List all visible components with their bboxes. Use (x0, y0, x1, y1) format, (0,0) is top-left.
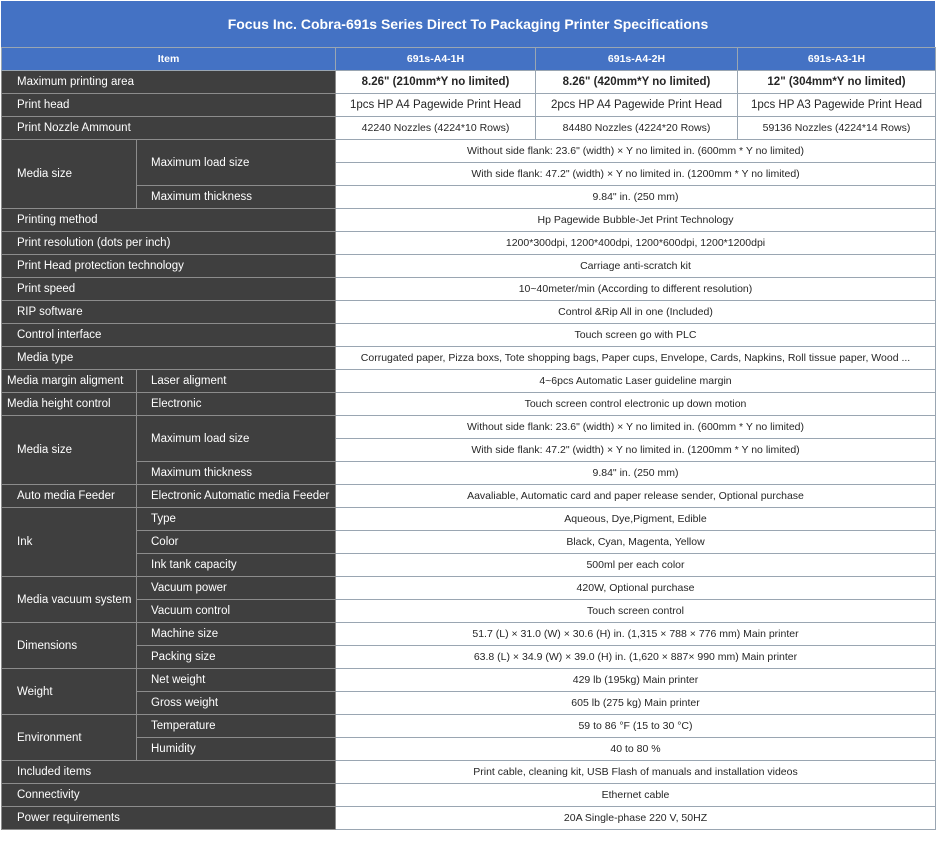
cell-value: 9.84" in. (250 mm) (336, 186, 936, 209)
row-label: Weight (2, 669, 137, 715)
cell-value: Touch screen go with PLC (336, 324, 936, 347)
sub-label: Vacuum control (137, 600, 336, 623)
table-row (2, 416, 936, 439)
sub-label: Temperature (137, 715, 336, 738)
cell-value: 42240 Nozzles (4224*10 Rows) (336, 117, 536, 140)
table-row (2, 784, 936, 807)
cell-value: 1pcs HP A4 Pagewide Print Head (336, 94, 536, 117)
row-label: Included items (2, 761, 336, 784)
cell-value: Without side flank: 23.6" (width) × Y no limited in. (600mm * Y no limited) (336, 140, 936, 163)
cell-value: 20A Single-phase 220 V, 50HZ (336, 807, 936, 830)
sub-label: Type (137, 508, 336, 531)
row-label: Print head (2, 94, 336, 117)
table-row (2, 761, 936, 784)
cell-value: 1200*300dpi, 1200*400dpi, 1200*600dpi, 1200*1200dpi (336, 232, 936, 255)
sub-label: Ink tank capacity (137, 554, 336, 577)
table-row (2, 209, 936, 232)
row-label: Media vacuum system (2, 577, 137, 623)
cell-value: 1pcs HP A3 Pagewide Print Head (738, 94, 936, 117)
cell-value: Without side flank: 23.6" (width) × Y no limited in. (600mm * Y no limited) (336, 416, 936, 439)
row-label: Print speed (2, 278, 336, 301)
sub-label: Maximum thickness (137, 186, 336, 209)
table-row (2, 623, 936, 646)
cell-value: Aavaliable, Automatic card and paper release sender, Optional purchase (336, 485, 936, 508)
row-label: Power requirements (2, 807, 336, 830)
table-row (2, 669, 936, 692)
cell-value: With side flank: 47.2" (width) × Y no limited in. (1200mm * Y no limited) (336, 163, 936, 186)
table-row (2, 508, 936, 531)
sub-label: Maximum load size (137, 140, 336, 186)
cell-value: 63.8 (L) × 34.9 (W) × 39.0 (H) in. (1,620 × 887× 990 mm) Main printer (336, 646, 936, 669)
cell-value: Corrugated paper, Pizza boxs, Tote shopping bags, Paper cups, Envelope, Cards, Napkins, Roll tissue paper, Wood ... (336, 347, 936, 370)
spec-table (1, 47, 936, 830)
page-title: Focus Inc. Cobra-691s Series Direct To Packaging Printer Specifications (1, 1, 935, 48)
header-model-3: 691s-A3-1H (738, 48, 936, 71)
table-row (2, 232, 936, 255)
row-label: Printing method (2, 209, 336, 232)
cell-value: Print cable, cleaning kit, USB Flash of manuals and installation videos (336, 761, 936, 784)
cell-value: 59 to 86 °F (15 to 30 °C) (336, 715, 936, 738)
header-row (2, 48, 936, 71)
table-row (2, 715, 936, 738)
table-row (2, 462, 936, 485)
cell-value: 2pcs HP A4 Pagewide Print Head (536, 94, 738, 117)
table-row (2, 278, 936, 301)
cell-value: Aqueous, Dye,Pigment, Edible (336, 508, 936, 531)
cell-value: 51.7 (L) × 31.0 (W) × 30.6 (H) in. (1,315 × 788 × 776 mm) Main printer (336, 623, 936, 646)
cell-value: Carriage anti-scratch kit (336, 255, 936, 278)
table-row (2, 692, 936, 715)
cell-value: With side flank: 47.2" (width) × Y no limited in. (1200mm * Y no limited) (336, 439, 936, 462)
header-item: Item (2, 48, 336, 71)
row-label: Media size (2, 416, 137, 485)
sub-label: Laser aligment (137, 370, 336, 393)
cell-value: 605 lb (275 kg) Main printer (336, 692, 936, 715)
sub-label: Gross weight (137, 692, 336, 715)
cell-value: Control &Rip All in one (Included) (336, 301, 936, 324)
row-label: Control interface (2, 324, 336, 347)
table-row (2, 370, 936, 393)
table-row (2, 71, 936, 94)
row-label: Print Nozzle Ammount (2, 117, 336, 140)
row-label: Media height control (2, 393, 137, 416)
cell-value: 429 lb (195kg) Main printer (336, 669, 936, 692)
table-row (2, 347, 936, 370)
cell-value: 12" (304mm*Y no limited) (738, 71, 936, 94)
cell-value: 500ml per each color (336, 554, 936, 577)
sub-label: Vacuum power (137, 577, 336, 600)
table-row (2, 140, 936, 163)
cell-value: Black, Cyan, Magenta, Yellow (336, 531, 936, 554)
table-row (2, 577, 936, 600)
table-row (2, 600, 936, 623)
row-label: Connectivity (2, 784, 336, 807)
cell-value: Hp Pagewide Bubble-Jet Print Technology (336, 209, 936, 232)
sub-label: Machine size (137, 623, 336, 646)
row-label: Auto media Feeder (2, 485, 137, 508)
row-label: Environment (2, 715, 137, 761)
sub-label: Color (137, 531, 336, 554)
cell-value: 9.84" in. (250 mm) (336, 462, 936, 485)
table-row (2, 324, 936, 347)
table-row (2, 255, 936, 278)
table-row (2, 186, 936, 209)
cell-value: 8.26" (210mm*Y no limited) (336, 71, 536, 94)
header-model-2: 691s-A4-2H (536, 48, 738, 71)
table-row (2, 301, 936, 324)
table-row (2, 117, 936, 140)
sub-label: Electronic (137, 393, 336, 416)
cell-value: 10~40meter/min (According to different resolution) (336, 278, 936, 301)
cell-value: 84480 Nozzles (4224*20 Rows) (536, 117, 738, 140)
table-row (2, 485, 936, 508)
sub-label: Humidity (137, 738, 336, 761)
row-label: RIP software (2, 301, 336, 324)
cell-value: Touch screen control (336, 600, 936, 623)
cell-value: 420W, Optional purchase (336, 577, 936, 600)
header-model-1: 691s-A4-1H (336, 48, 536, 71)
table-row (2, 94, 936, 117)
cell-value: Ethernet cable (336, 784, 936, 807)
cell-value: 8.26" (420mm*Y no limited) (536, 71, 738, 94)
row-label: Print Head protection technology (2, 255, 336, 278)
row-label: Media margin aligment (2, 370, 137, 393)
row-label: Maximum printing area (2, 71, 336, 94)
sub-label: Packing size (137, 646, 336, 669)
table-row (2, 738, 936, 761)
cell-value: 4~6pcs Automatic Laser guideline margin (336, 370, 936, 393)
table-row (2, 393, 936, 416)
row-label: Dimensions (2, 623, 137, 669)
row-label: Media size (2, 140, 137, 209)
table-row (2, 646, 936, 669)
row-label: Print resolution (dots per inch) (2, 232, 336, 255)
row-label: Media type (2, 347, 336, 370)
sub-label: Net weight (137, 669, 336, 692)
cell-value: 40 to 80 % (336, 738, 936, 761)
sub-label: Maximum thickness (137, 462, 336, 485)
table-row (2, 807, 936, 830)
sub-label: Electronic Automatic media Feeder (137, 485, 336, 508)
table-row (2, 531, 936, 554)
row-label: Ink (2, 508, 137, 577)
cell-value: Touch screen control electronic up down motion (336, 393, 936, 416)
cell-value: 59136 Nozzles (4224*14 Rows) (738, 117, 936, 140)
table-row (2, 554, 936, 577)
sub-label: Maximum load size (137, 416, 336, 462)
